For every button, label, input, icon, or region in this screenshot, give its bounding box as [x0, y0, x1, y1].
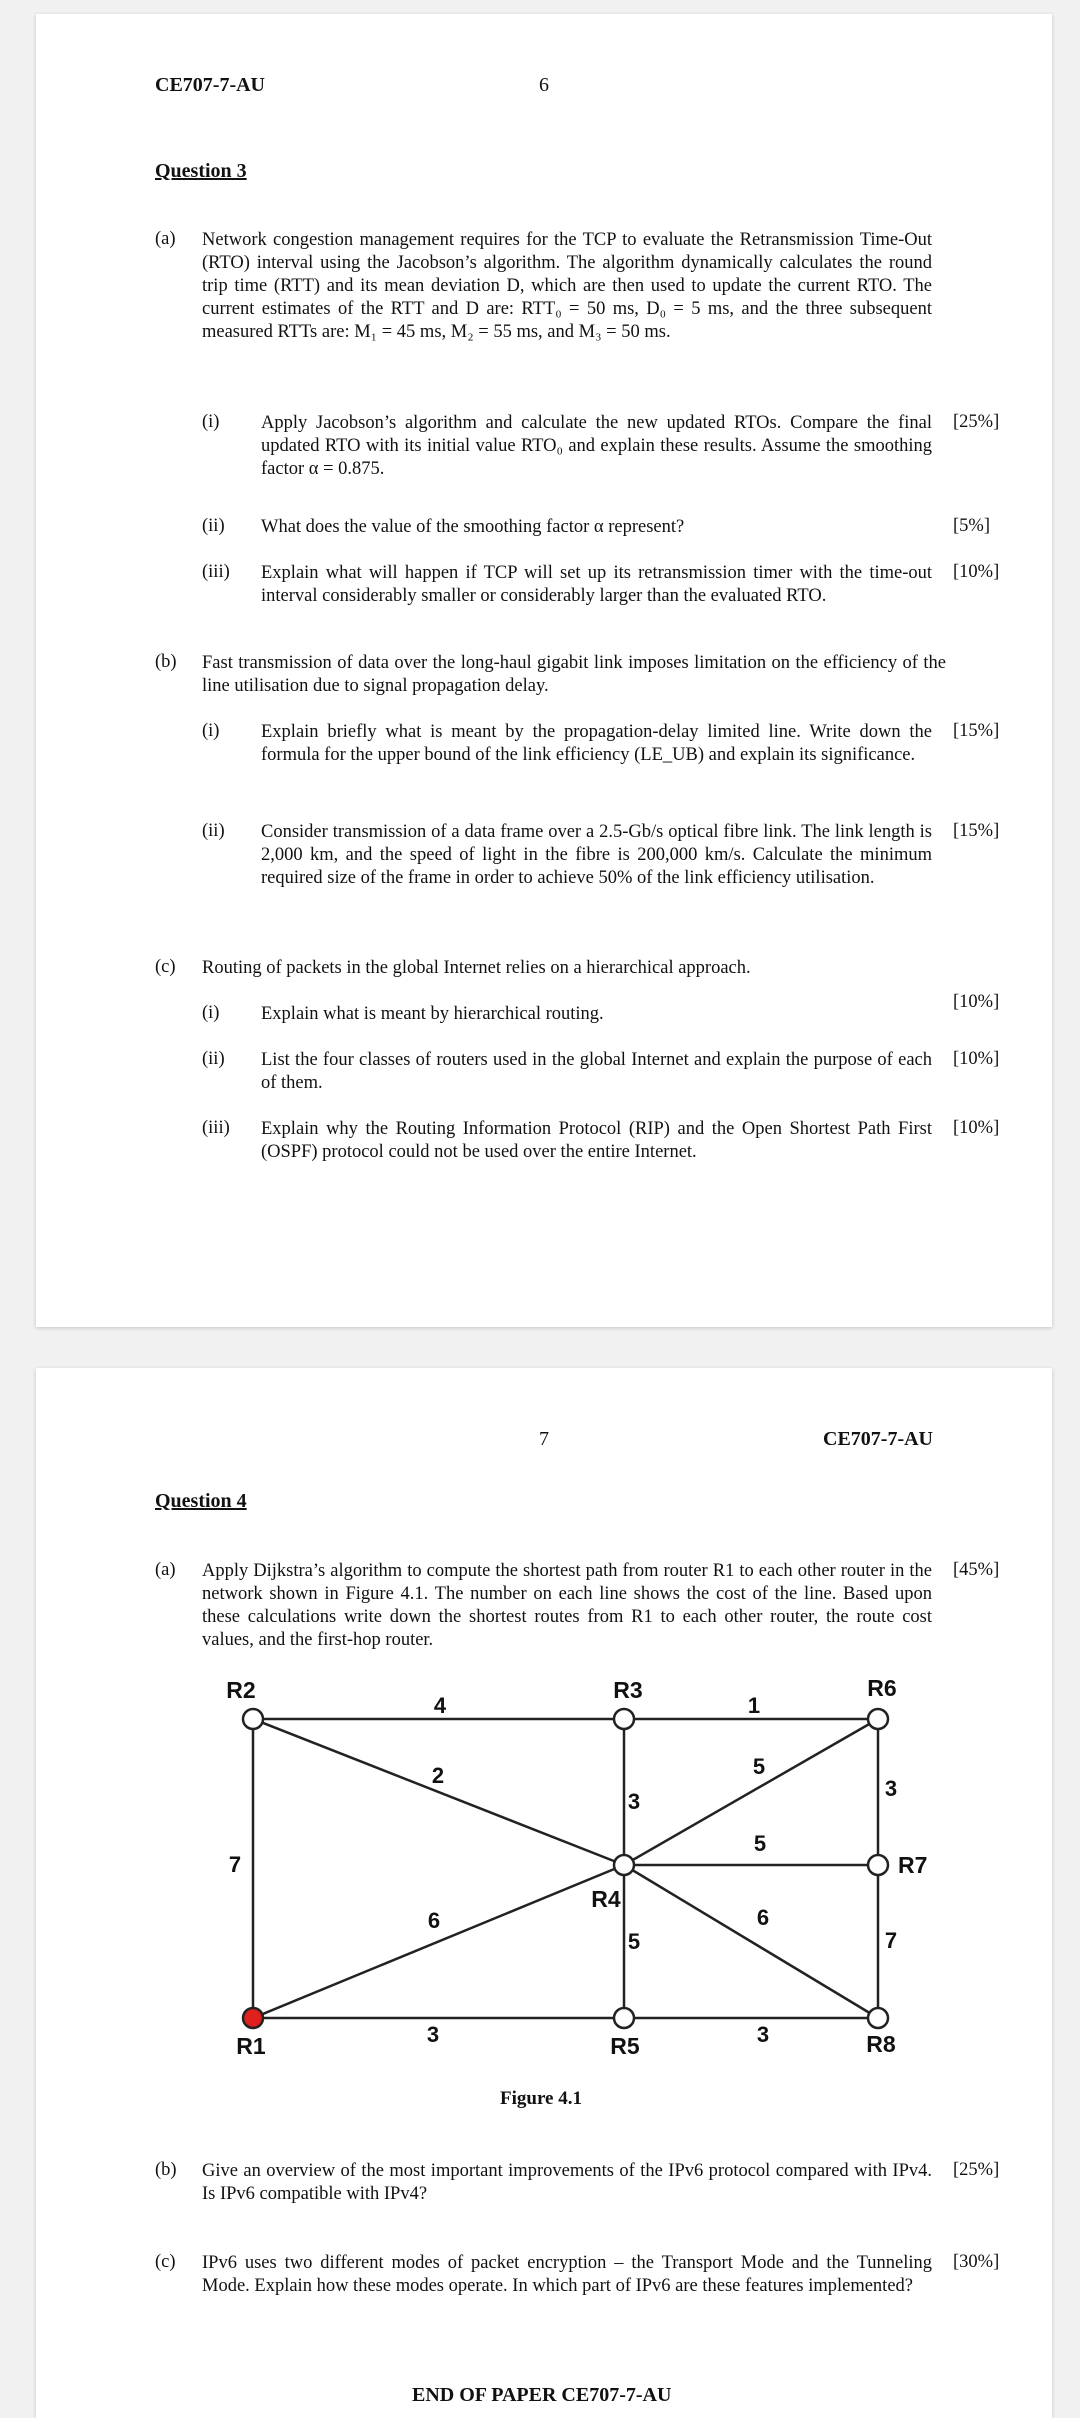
- part-c-text: Routing of packets in the global Internet relies on a hierarchical approach.: [202, 958, 751, 978]
- course-code: CE707-7-AU: [155, 74, 265, 96]
- end-of-paper-footer: END OF PAPER CE707-7-AU: [412, 2384, 672, 2406]
- router-node-r5: [614, 2008, 634, 2028]
- part-a-label: (a): [155, 1560, 176, 1580]
- router-node-r2: [243, 1709, 263, 1729]
- router-node-r3: [614, 1709, 634, 1729]
- edge-r4-r6: [624, 1719, 878, 1865]
- edge-cost-r4-r7: 5: [753, 1831, 767, 1856]
- part-b-i-text: Explain briefly what is meant by the propagation-delay limited line. Write down the formula for the upper bound of the link efficiency (LE_UB) and explain its significance.: [261, 722, 932, 765]
- part-a-iii-label: (iii): [202, 562, 230, 582]
- part-a-mark: [45%]: [953, 1560, 1000, 1580]
- edge-cost-r6-r7: 3: [884, 1776, 898, 1801]
- part-c-iii-label: (iii): [202, 1118, 230, 1138]
- edge-cost-r2-r1: 7: [228, 1852, 242, 1877]
- edge-cost-r1-r5: 3: [426, 2022, 440, 2047]
- page-number: 7: [539, 1428, 549, 1450]
- edge-cost-r2-r3: 4: [433, 1693, 447, 1718]
- part-c-ii-mark: [10%]: [953, 1049, 1000, 1069]
- router-label-r1: R1: [236, 2033, 266, 2059]
- part-a-i-mark: [25%]: [953, 412, 1000, 432]
- exam-page-6: [36, 14, 1052, 1327]
- part-c-mark: [30%]: [953, 2252, 1000, 2272]
- part-c-iii-mark: [10%]: [953, 1118, 1000, 1138]
- router-label-r5: R5: [610, 2033, 640, 2059]
- router-label-r6: R6: [867, 1675, 897, 1701]
- edge-r2-r4: [253, 1719, 624, 1865]
- edge-cost-r3-r4: 3: [627, 1789, 641, 1814]
- part-b-label: (b): [155, 2160, 177, 2180]
- part-b-text: Fast transmission of data over the long-haul gigabit link imposes limitation on the efficiency of the line utilisation due to signal propagation delay.: [202, 653, 946, 696]
- router-label-r8: R8: [866, 2031, 896, 2057]
- part-a-i-label: (i): [202, 412, 220, 432]
- part-c-iii-text: Explain why the Routing Information Protocol (RIP) and the Open Shortest Path First (OSPF) protocol could not be used over the entire Internet.: [261, 1119, 932, 1162]
- part-a-iii-text: Explain what will happen if TCP will set up its retransmission timer with the time-out interval considerably smaller or considerably larger than the evaluated RTO.: [261, 563, 932, 606]
- part-a-iii-mark: [10%]: [953, 562, 1000, 582]
- router-node-r8: [868, 2008, 888, 2028]
- page-number: 6: [539, 74, 549, 96]
- part-b-i-mark: [15%]: [953, 721, 1000, 741]
- edge-r4-r8: [624, 1865, 878, 2018]
- edge-r1-r4: [253, 1865, 624, 2018]
- part-c-i-mark: [10%]: [953, 992, 1000, 1012]
- edge-cost-r2-r4: 2: [431, 1763, 445, 1788]
- part-b-ii-text: Consider transmission of a data frame over a 2.5-Gb/s optical fibre link. The link length is 2,000 km, and the speed of light in the fibre is 200,000 km/s. Calculate the minimum required size of the frame in order to achieve 50% of the link efficiency utilisation.: [261, 822, 932, 888]
- edge-cost-r4-r5: 5: [627, 1929, 641, 1954]
- part-a-ii-text: What does the value of the smoothing factor α represent?: [261, 517, 685, 537]
- router-label-r2: R2: [226, 1677, 256, 1703]
- part-b-ii-label: (ii): [202, 821, 225, 841]
- router-node-r1: [243, 2008, 263, 2028]
- course-code: CE707-7-AU: [823, 1428, 933, 1450]
- edge-cost-r5-r8: 3: [756, 2022, 770, 2047]
- part-b-text: Give an overview of the most important improvements of the IPv6 protocol compared with IPv4. Is IPv6 compatible with IPv4?: [202, 2161, 932, 2204]
- question-4-title: Question 4: [155, 1490, 247, 1512]
- router-label-r3: R3: [613, 1677, 643, 1703]
- edge-cost-r3-r6: 1: [747, 1693, 761, 1718]
- part-a-ii-label: (ii): [202, 516, 225, 536]
- part-c-label: (c): [155, 957, 176, 977]
- question-3-title: Question 3: [155, 160, 247, 182]
- part-c-label: (c): [155, 2252, 176, 2272]
- edge-cost-r4-r6: 5: [752, 1754, 766, 1779]
- figure-caption: Figure 4.1: [500, 2088, 582, 2109]
- edge-cost-r7-r8: 7: [884, 1928, 898, 1953]
- part-a-ii-mark: [5%]: [953, 516, 990, 536]
- part-c-text: IPv6 uses two different modes of packet encryption – the Transport Mode and the Tunneling Mode. Explain how these modes operate. In which part of IPv6 are these features implemented?: [202, 2253, 932, 2296]
- router-node-r7: [868, 1855, 888, 1875]
- edge-cost-r4-r8: 6: [756, 1905, 770, 1930]
- router-node-r4: [614, 1855, 634, 1875]
- part-b-ii-mark: [15%]: [953, 821, 1000, 841]
- part-b-mark: [25%]: [953, 2160, 1000, 2180]
- part-c-i-text: Explain what is meant by hierarchical routing.: [261, 1004, 604, 1024]
- edge-cost-r1-r4: 6: [427, 1908, 441, 1933]
- part-a-text: Apply Dijkstra’s algorithm to compute the shortest path from router R1 to each other router in the network shown in Figure 4.1. The number on each line shows the cost of the line. Based upon these calculations write down the shortest routes from R1 to each other router, the route cost values, and the first-hop router.: [202, 1561, 932, 1650]
- router-node-r6: [868, 1709, 888, 1729]
- part-a-label: (a): [155, 229, 176, 249]
- router-label-r4: R4: [591, 1886, 621, 1912]
- part-b-i-label: (i): [202, 721, 220, 741]
- part-b-label: (b): [155, 652, 177, 672]
- exam-page-7: [36, 1368, 1052, 2418]
- part-c-ii-text: List the four classes of routers used in the global Internet and explain the purpose of each of them.: [261, 1050, 932, 1093]
- part-c-i-label: (i): [202, 1003, 220, 1023]
- part-c-ii-label: (ii): [202, 1049, 225, 1069]
- part-a-text: Network congestion management requires for the TCP to evaluate the Retransmission Time-Out (RTO) interval using the Jacobson’s algorithm. The algorithm dynamically calculates the round trip time (RTT) and its mean deviation D, which are then used to update the current RTO. The current estimates of the RTT and D are: RTT₀ = 50 ms, D₀ = 5 ms, and the three subsequent measured RTTs are: M₁ = 45 ms, M₂ = 55 ms, and M₃ = 50 ms.: [202, 230, 932, 342]
- part-a-i-text: Apply Jacobson’s algorithm and calculate the new updated RTOs. Compare the final updated RTO with its initial value RTO₀ and explain these results. Assume the smoothing factor α = 0.875.: [261, 413, 932, 479]
- router-label-r7: R7: [898, 1852, 928, 1878]
